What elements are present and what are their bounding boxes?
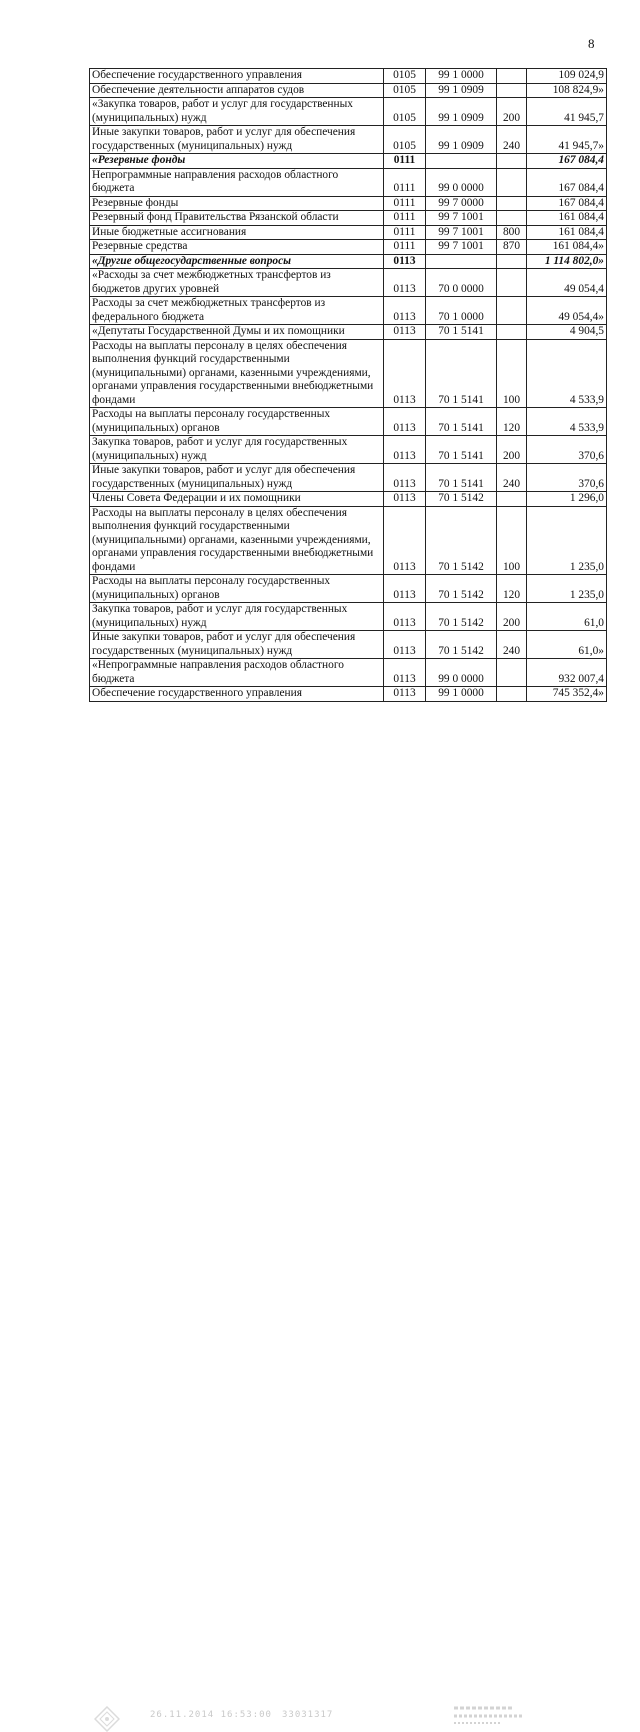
row-sum: 4 533,9 — [527, 408, 607, 436]
row-section: 0113 — [384, 408, 426, 436]
row-article: 70 1 5141 — [426, 339, 497, 408]
row-expense-type: 240 — [497, 464, 527, 492]
row-expense-type — [497, 297, 527, 325]
row-name: Непрограммные направления расходов областного бюджета — [90, 168, 384, 196]
table-row — [90, 297, 607, 325]
row-name: «Непрограммные направления расходов областного бюджета — [90, 659, 384, 687]
row-article: 99 0 0000 — [426, 168, 497, 196]
row-sum: 1 235,0 — [527, 506, 607, 575]
row-article: 70 1 5142 — [426, 492, 497, 507]
table-row — [90, 436, 607, 464]
row-sum: 49 054,4 — [527, 269, 607, 297]
row-section: 0113 — [384, 603, 426, 631]
table-row — [90, 325, 607, 340]
row-article: 99 1 0909 — [426, 83, 497, 98]
budget-table-body — [90, 69, 607, 702]
row-expense-type: 120 — [497, 575, 527, 603]
row-expense-type: 100 — [497, 506, 527, 575]
row-name: Расходы на выплаты персоналу государственных (муниципальных) органов — [90, 575, 384, 603]
row-name: «Резервные фонды — [90, 154, 384, 169]
row-sum: 1 114 802,0» — [527, 254, 607, 269]
row-name: «Депутаты Государственной Думы и их помощники — [90, 325, 384, 340]
table-row — [90, 408, 607, 436]
row-name: Резервные фонды — [90, 196, 384, 211]
row-expense-type: 240 — [497, 126, 527, 154]
row-sum: 4 904,5 — [527, 325, 607, 340]
row-article: 99 1 0909 — [426, 98, 497, 126]
row-sum: 167 084,4 — [527, 154, 607, 169]
table-row — [90, 154, 607, 169]
row-article: 70 1 5141 — [426, 408, 497, 436]
row-expense-type — [497, 492, 527, 507]
row-article: 70 1 5142 — [426, 575, 497, 603]
row-expense-type: 120 — [497, 408, 527, 436]
row-name: Резервный фонд Правительства Рязанской области — [90, 211, 384, 226]
row-section: 0111 — [384, 211, 426, 226]
table-row — [90, 126, 607, 154]
table-row — [90, 631, 607, 659]
row-section: 0113 — [384, 297, 426, 325]
row-name: Расходы на выплаты персоналу государственных (муниципальных) органов — [90, 408, 384, 436]
row-article: 99 7 1001 — [426, 240, 497, 255]
table-row — [90, 196, 607, 211]
row-expense-type: 800 — [497, 225, 527, 240]
row-expense-type — [497, 196, 527, 211]
row-name: Члены Совета Федерации и их помощники — [90, 492, 384, 507]
row-sum: 161 084,4» — [527, 240, 607, 255]
row-section: 0105 — [384, 69, 426, 84]
row-name: Обеспечение государственного управления — [90, 687, 384, 702]
row-article: 99 7 1001 — [426, 225, 497, 240]
row-sum: 108 824,9» — [527, 83, 607, 98]
row-name: Расходы за счет межбюджетных трансфертов из федерального бюджета — [90, 297, 384, 325]
row-name: Закупка товаров, работ и услуг для государственных (муниципальных) нужд — [90, 603, 384, 631]
table-row — [90, 603, 607, 631]
table-row — [90, 98, 607, 126]
row-name: Иные бюджетные ассигнования — [90, 225, 384, 240]
row-section: 0113 — [384, 687, 426, 702]
row-sum: 41 945,7» — [527, 126, 607, 154]
row-expense-type — [497, 254, 527, 269]
table-row — [90, 225, 607, 240]
row-article: 70 1 5142 — [426, 631, 497, 659]
row-article: 70 1 5141 — [426, 464, 497, 492]
row-expense-type — [497, 687, 527, 702]
row-expense-type — [497, 269, 527, 297]
row-expense-type: 100 — [497, 339, 527, 408]
scan-footer — [0, 850, 640, 1720]
row-expense-type: 200 — [497, 603, 527, 631]
row-expense-type: 870 — [497, 240, 527, 255]
row-sum: 370,6 — [527, 436, 607, 464]
row-section: 0113 — [384, 436, 426, 464]
row-name: Иные закупки товаров, работ и услуг для обеспечения государственных (муниципальных) нужд — [90, 631, 384, 659]
footer-date: 26.11.2014 16:53:00 — [150, 1710, 272, 1720]
row-article: 99 1 0000 — [426, 687, 497, 702]
row-expense-type: 240 — [497, 631, 527, 659]
table-row — [90, 168, 607, 196]
row-section: 0105 — [384, 98, 426, 126]
row-section: 0113 — [384, 575, 426, 603]
row-article: 70 1 0000 — [426, 297, 497, 325]
row-name: Иные закупки товаров, работ и услуг для обеспечения государственных (муниципальных) нужд — [90, 464, 384, 492]
row-article: 99 7 1001 — [426, 211, 497, 226]
signature-stamp-icon — [452, 1702, 532, 1726]
table-row — [90, 83, 607, 98]
table-row — [90, 464, 607, 492]
row-name: «Расходы за счет межбюджетных трансфертов из бюджетов других уровней — [90, 269, 384, 297]
row-name: Расходы на выплаты персоналу в целях обеспечения выполнения функций государственными (муниципальными) органами, казенными учреждениями, органами управления государственными внебюджетными фондами — [90, 506, 384, 575]
row-article: 99 1 0909 — [426, 126, 497, 154]
row-expense-type — [497, 83, 527, 98]
row-sum: 41 945,7 — [527, 98, 607, 126]
row-section: 0111 — [384, 154, 426, 169]
row-expense-type — [497, 211, 527, 226]
row-expense-type — [497, 168, 527, 196]
footer-code: 33031317 — [282, 1710, 334, 1720]
row-section: 0111 — [384, 225, 426, 240]
table-row — [90, 575, 607, 603]
page-number: 8 — [588, 36, 595, 51]
row-sum: 370,6 — [527, 464, 607, 492]
row-sum: 61,0 — [527, 603, 607, 631]
row-expense-type: 200 — [497, 436, 527, 464]
table-row — [90, 492, 607, 507]
row-section: 0111 — [384, 168, 426, 196]
row-section: 0111 — [384, 240, 426, 255]
row-section: 0113 — [384, 492, 426, 507]
row-name: Обеспечение государственного управления — [90, 69, 384, 84]
row-sum: 745 352,4» — [527, 687, 607, 702]
row-section: 0111 — [384, 196, 426, 211]
row-sum: 167 084,4 — [527, 196, 607, 211]
table-row — [90, 69, 607, 84]
row-sum: 4 533,9 — [527, 339, 607, 408]
row-expense-type — [497, 69, 527, 84]
row-section: 0113 — [384, 339, 426, 408]
row-sum: 61,0» — [527, 631, 607, 659]
row-article — [426, 254, 497, 269]
row-sum: 932 007,4 — [527, 659, 607, 687]
row-sum: 109 024,9 — [527, 69, 607, 84]
row-name: Резервные средства — [90, 240, 384, 255]
row-expense-type: 200 — [497, 98, 527, 126]
row-name: Расходы на выплаты персоналу в целях обеспечения выполнения функций государственными (муниципальными) органами, казенными учреждениями, органами управления государственными внебюджетными фондами — [90, 339, 384, 408]
row-section: 0113 — [384, 269, 426, 297]
row-sum: 1 296,0 — [527, 492, 607, 507]
row-article: 70 1 5142 — [426, 506, 497, 575]
table-row — [90, 687, 607, 702]
table-row — [90, 506, 607, 575]
row-sum: 1 235,0 — [527, 575, 607, 603]
row-section: 0113 — [384, 506, 426, 575]
table-row — [90, 254, 607, 269]
row-sum: 167 084,4 — [527, 168, 607, 196]
row-section: 0113 — [384, 631, 426, 659]
row-name: «Закупка товаров, работ и услуг для государственных (муниципальных) нужд — [90, 98, 384, 126]
row-expense-type — [497, 659, 527, 687]
stamp-icon — [94, 1706, 120, 1732]
row-article — [426, 154, 497, 169]
row-section: 0105 — [384, 83, 426, 98]
table-row — [90, 211, 607, 226]
row-name: Иные закупки товаров, работ и услуг для обеспечения государственных (муниципальных) нужд — [90, 126, 384, 154]
row-sum: 161 084,4 — [527, 225, 607, 240]
table-row — [90, 659, 607, 687]
row-article: 99 0 0000 — [426, 659, 497, 687]
table-row — [90, 269, 607, 297]
row-expense-type — [497, 325, 527, 340]
row-article: 70 1 5141 — [426, 325, 497, 340]
row-section: 0113 — [384, 659, 426, 687]
row-article: 99 7 0000 — [426, 196, 497, 211]
table-row — [90, 240, 607, 255]
row-article: 70 1 5142 — [426, 603, 497, 631]
row-section: 0113 — [384, 325, 426, 340]
row-name: «Другие общегосударственные вопросы — [90, 254, 384, 269]
row-name: Обеспечение деятельности аппаратов судов — [90, 83, 384, 98]
row-sum: 49 054,4» — [527, 297, 607, 325]
row-section: 0105 — [384, 126, 426, 154]
row-section: 0113 — [384, 464, 426, 492]
row-article: 70 1 5141 — [426, 436, 497, 464]
row-article: 70 0 0000 — [426, 269, 497, 297]
row-article: 99 1 0000 — [426, 69, 497, 84]
row-sum: 161 084,4 — [527, 211, 607, 226]
row-expense-type — [497, 154, 527, 169]
row-section: 0113 — [384, 254, 426, 269]
table-row — [90, 339, 607, 408]
row-name: Закупка товаров, работ и услуг для государственных (муниципальных) нужд — [90, 436, 384, 464]
budget-table — [89, 68, 607, 702]
